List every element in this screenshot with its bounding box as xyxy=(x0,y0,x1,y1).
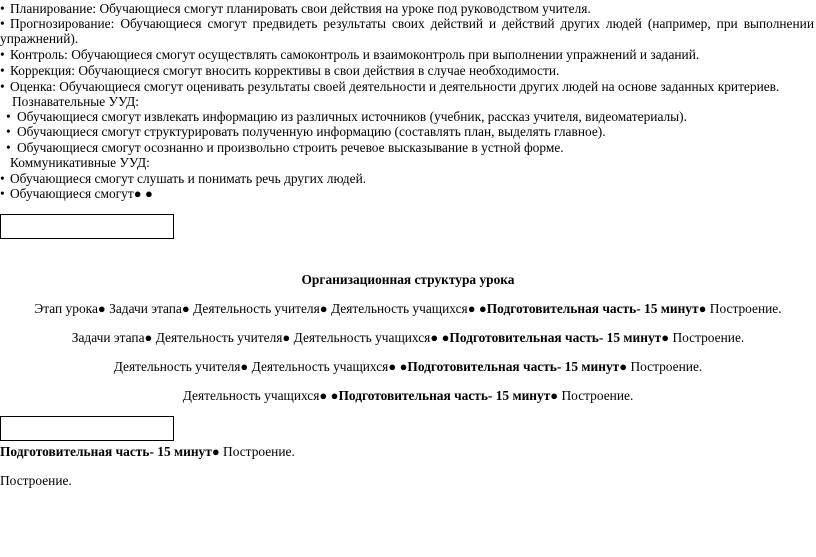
list-item-forecast xyxy=(0,16,814,46)
dot-marker: ● xyxy=(399,359,408,374)
build-label: Построение. xyxy=(672,330,745,345)
dot-marker: ● xyxy=(661,330,670,345)
bullet: • xyxy=(0,186,5,201)
prep-label: Подготовительная часть- 15 минут xyxy=(0,444,212,459)
students-label: Деятельность учащихся xyxy=(182,388,320,403)
stage-label: Этап урока xyxy=(34,301,98,316)
bullet: • xyxy=(6,109,11,124)
dot-marker: ● xyxy=(211,444,220,459)
dot-marker: ● xyxy=(240,359,249,374)
item-text: Планирование: Обучающиеся смогут планировать свои действия на уроке под руководством учителя. xyxy=(10,1,591,16)
structure-row-4 xyxy=(0,388,816,403)
bullet: • xyxy=(0,63,5,78)
list-item-cognitive-2 xyxy=(0,124,606,139)
list-item-cognitive-1 xyxy=(0,109,687,124)
item-text: Оценка: Обучающиеся смогут оценивать результаты своей деятельности и деятельности других людей на основе заданных критериев. xyxy=(10,79,780,94)
dot-marker: ● xyxy=(619,359,628,374)
bullet: • xyxy=(0,79,5,94)
item-text: Обучающиеся смогут осознанно и произвольно строить речевое высказывание в устной форме. xyxy=(17,140,564,155)
build-label: Построение. xyxy=(0,473,72,488)
bullet: • xyxy=(6,140,11,155)
dot-marker: ● xyxy=(388,359,397,374)
students-label: Деятельность учащихся xyxy=(293,330,431,345)
empty-text-box-2[interactable] xyxy=(0,416,174,441)
communicative-heading: Коммуникативные УУД: xyxy=(10,155,150,170)
bullet: • xyxy=(0,16,5,31)
item-text: Обучающиеся смогут слушать и понимать речь других людей. xyxy=(10,171,367,186)
prep-label: Подготовительная часть- 15 минут xyxy=(486,301,699,316)
dot-marker: ● xyxy=(181,301,190,316)
build-label: Построение. xyxy=(709,301,782,316)
bullet: • xyxy=(0,1,5,16)
item-text: Обучающиеся смогут xyxy=(10,186,134,201)
dot-marker: ● xyxy=(430,330,439,345)
students-label: Деятельность учащихся xyxy=(251,359,389,374)
list-item-control xyxy=(0,47,699,62)
list-item-planning xyxy=(0,1,591,16)
dot-marker: ● xyxy=(282,330,291,345)
item-text: Коррекция: Обучающиеся смогут вносить коррективы в свои действия в случае необходимости. xyxy=(10,63,560,78)
build-label: Построение. xyxy=(561,388,634,403)
dot-marker: ● xyxy=(133,186,142,201)
bullet: • xyxy=(6,124,11,139)
structure-row-5 xyxy=(0,444,295,459)
dot-marker: ● xyxy=(441,330,450,345)
dot-marker: ● xyxy=(467,301,476,316)
bullet: • xyxy=(0,47,5,62)
structure-row-2 xyxy=(0,330,816,345)
build-label: Построение. xyxy=(223,444,295,459)
dot-marker: ● xyxy=(698,301,707,316)
cognitive-heading: Познавательные УУД: xyxy=(12,94,140,109)
structure-row-3 xyxy=(0,359,816,374)
prep-label: Подготовительная часть- 15 минут xyxy=(338,388,551,403)
prep-label: Подготовительная часть- 15 минут xyxy=(449,330,662,345)
item-text: Обучающиеся смогут структурировать полученную информацию (составлять план, выделять главное). xyxy=(17,124,606,139)
dot-marker: ● xyxy=(319,301,328,316)
item-text: Обучающиеся смогут извлекать информацию из различных источников (учебник, рассказ учителя, видеоматериалы). xyxy=(17,109,687,124)
item-text: Прогнозирование: Обучающиеся смогут предвидеть результаты своих действий и действий других людей (например, при выполнении упражнений). xyxy=(0,16,814,46)
item-text: Контроль: Обучающиеся смогут осуществлять самоконтроль и взаимоконтроль при выполнении упражнений и заданий. xyxy=(10,47,700,62)
build-label: Построение. xyxy=(630,359,703,374)
list-item-evaluation xyxy=(0,79,779,94)
teacher-label: Деятельность учителя xyxy=(193,301,320,316)
list-item-correction xyxy=(0,63,559,78)
prep-label: Подготовительная часть- 15 минут xyxy=(407,359,620,374)
list-item-cognitive-3 xyxy=(0,140,564,155)
structure-row-6 xyxy=(0,473,72,488)
structure-row-1 xyxy=(0,301,816,316)
dot-marker: ● xyxy=(97,301,106,316)
dot-marker: ● xyxy=(144,330,153,345)
list-item-communicative-1 xyxy=(0,171,366,186)
tasks-label: Задачи этапа xyxy=(71,330,145,345)
list-item-communicative-2 xyxy=(0,186,153,201)
teacher-label: Деятельность учителя xyxy=(113,359,241,374)
dot-marker: ● xyxy=(144,186,153,201)
students-label: Деятельность учащихся xyxy=(330,301,468,316)
dot-marker: ● xyxy=(478,301,487,316)
bullet: • xyxy=(0,171,5,186)
dot-marker: ● xyxy=(330,388,339,403)
teacher-label: Деятельность учителя xyxy=(155,330,283,345)
dot-marker: ● xyxy=(319,388,328,403)
structure-title: Организационная структура урока xyxy=(301,272,515,287)
dot-marker: ● xyxy=(550,388,559,403)
empty-text-box[interactable] xyxy=(0,214,174,239)
tasks-label: Задачи этапа xyxy=(109,301,182,316)
